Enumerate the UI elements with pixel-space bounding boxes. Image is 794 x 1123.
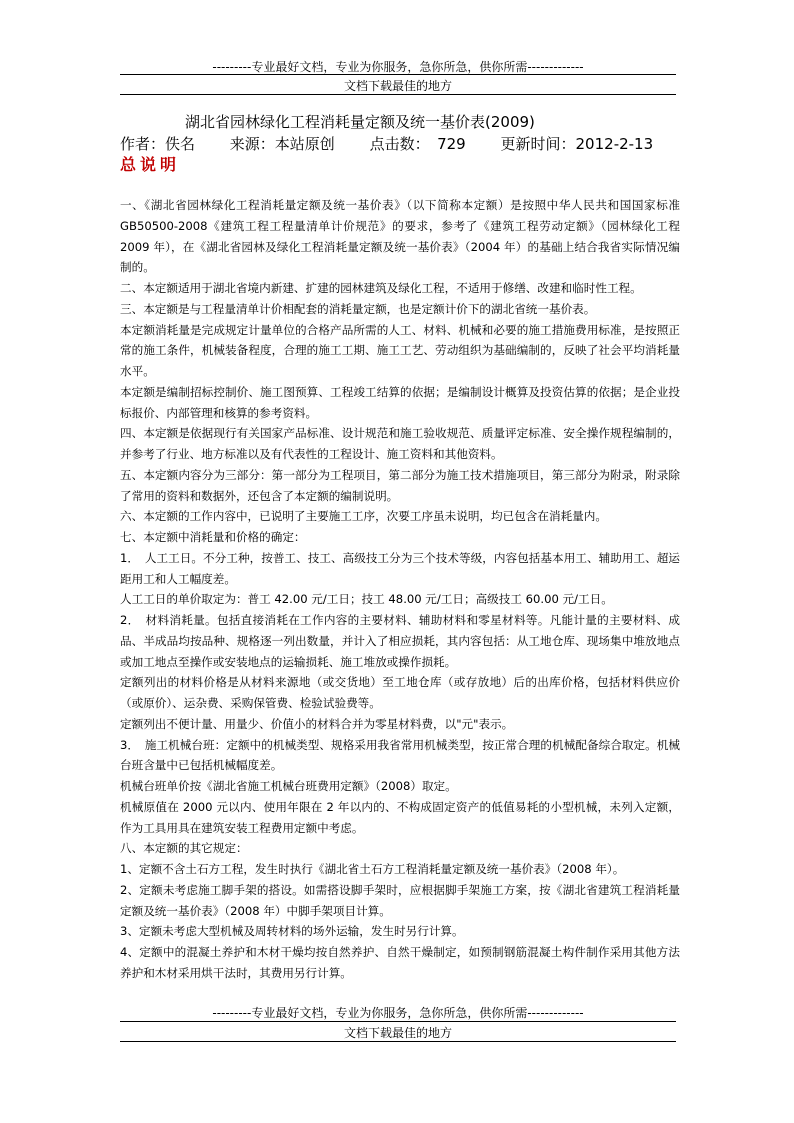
paragraph: 1． 人工工日。不分工种，按普工、技工、高级技工分为三个技术等级，内容包括基本用工、辅助用工、超运距用工和人工幅度差。 <box>120 550 680 586</box>
header-slogan: ---------专业最好文档，专业为你服务，急你所急，供你所需------------- <box>212 60 584 74</box>
paragraph: 3． 施工机械台班：定额中的机械类型、规格采用我省常用机械类型，按正常合理的机械配备综合取定。机械台班含量中已包括机械幅度差。 <box>120 737 680 773</box>
document-title: 湖北省园林绿化工程消耗量定额及统一基价表(2009) <box>185 113 535 131</box>
meta-clicks: 点击数： 729 <box>369 135 466 153</box>
footer-slogan: ---------专业最好文档，专业为你服务，急你所急，供你所需------------- <box>212 1006 584 1020</box>
document-body <box>120 195 680 984</box>
paragraph: 1、定额不含土石方工程，发生时执行《湖北省土石方工程消耗量定额及统一基价表》（2008 年）。 <box>120 862 625 876</box>
section-title: 总说明 <box>120 155 181 174</box>
paragraph: 人工工日的单价取定为：普工 42.00 元/工日；技工 48.00 元/工日；高级技工 60.00 元/工日。 <box>120 592 613 607</box>
paragraph: 定额列出的材料价格是从材料来源地（或交货地）至工地仓库（或存放地）后的出库价格，包括材料供应价（或原价）、运杂费、采购保管费、检验试验费等。 <box>120 675 680 710</box>
meta-line <box>120 133 683 154</box>
paragraph: 七、本定额中消耗量和价格的确定： <box>120 530 306 544</box>
header-rule-bottom <box>120 94 676 95</box>
paragraph: 2、定额未考虑施工脚手架的搭设。如需搭设脚手架时，应根据脚手架施工方案，按《湖北省建筑工程消耗量定额及统一基价表》（2008 年）中脚手架项目计算。 <box>120 882 680 918</box>
meta-author: 作者：佚名 <box>120 135 196 153</box>
paragraph: 五、本定额内容分为三部分：第一部分为工程项目，第二部分为施工技术措施项目，第三部分为附录，附录除了常用的资料和数据外，还包含了本定额的编制说明。 <box>120 467 680 503</box>
paragraph: 4、定额中的混凝土养护和木材干燥均按自然养护、自然干燥制定，如预制钢筋混凝土构件制作采用其他方法养护和木材采用烘干法时，其费用另行计算。 <box>120 945 680 980</box>
footer-subtitle: 文档下载最佳的地方 <box>343 1026 452 1040</box>
paragraph: 八、本定额的其它规定： <box>120 841 248 856</box>
paragraph: 定额列出不便计量、用量少、价值小的材料合并为零星材料费，以"元"表示。 <box>120 716 514 731</box>
paragraph: 一、《湖北省园林绿化工程消耗量定额及统一基价表》（以下简称本定额）是按照中华人民共和国国家标准 GB50500-2008《建筑工程工程量清单计价规范》的要求，参考了《建筑工程劳动定额》（园林绿化工程 2009 年），在《湖北省园林及绿化工程消耗量定额及统一基价表》（2004 年）的基础上结合我省实际情况编制的。 <box>120 198 680 275</box>
paragraph: 机械原值在 2000 元以内、使用年限在 2 年以内的、不构成固定资产的低值易耗的小型机械，未列入定额，作为工具用具在建筑安装工程费用定额中考虑。 <box>120 799 680 835</box>
paragraph: 本定额消耗量是完成规定计量单位的合格产品所需的人工、材料、机械和必要的施工措施费用标准，是按照正常的施工条件，机械装备程度，合理的施工工期、施工工艺、劳动组织为基础编制的，反映了社会平均消耗量水平。 <box>120 322 680 378</box>
paragraph: 三、本定额是与工程量清单计价相配套的消耗量定额，也是定额计价下的湖北省统一基价表。 <box>120 301 596 316</box>
meta-source: 来源：本站原创 <box>229 135 335 153</box>
paragraph: 二、本定额适用于湖北省境内新建、扩建的园林建筑及绿化工程，不适用于修缮、改建和临时性工程。 <box>120 281 642 295</box>
header-rule-top <box>120 74 676 75</box>
paragraph: 六、本定额的工作内容中，已说明了主要施工工序，次要工序虽未说明，均已包含在消耗量内。 <box>120 509 607 524</box>
paragraph: 机械台班单价按《湖北省施工机械台班费用定额》（2008）取定。 <box>120 779 457 793</box>
footer-rule-top <box>120 1021 676 1022</box>
paragraph: 3、定额未考虑大型机械及周转材料的场外运输，发生时另行计算。 <box>120 924 464 939</box>
meta-updated: 更新时间：2012-2-13 <box>500 135 654 153</box>
paragraph: 四、本定额是依据现行有关国家产品标准、设计规范和施工验收规范、质量评定标准、安全操作规程编制的，并参考了行业、地方标准以及有代表性的工程设计、施工资料和其他资料。 <box>120 426 680 461</box>
paragraph: 本定额是编制招标控制价、施工图预算、工程竣工结算的依据；是编制设计概算及投资估算的依据；是企业投标报价、内部管理和核算的参考资料。 <box>120 384 680 420</box>
header-subtitle: 文档下载最佳的地方 <box>343 79 452 93</box>
paragraph: 2． 材料消耗量。包括直接消耗在工作内容的主要材料、辅助材料和零星材料等。凡能计量的主要材料、成品、半成品均按品种、规格逐一列出数量，并计入了相应损耗，其内容包括：从工地仓库、现场集中堆放地点或加工地点至操作或安装地点的运输损耗、施工堆放或操作损耗。 <box>120 613 680 669</box>
footer-rule-bottom <box>120 1041 676 1042</box>
